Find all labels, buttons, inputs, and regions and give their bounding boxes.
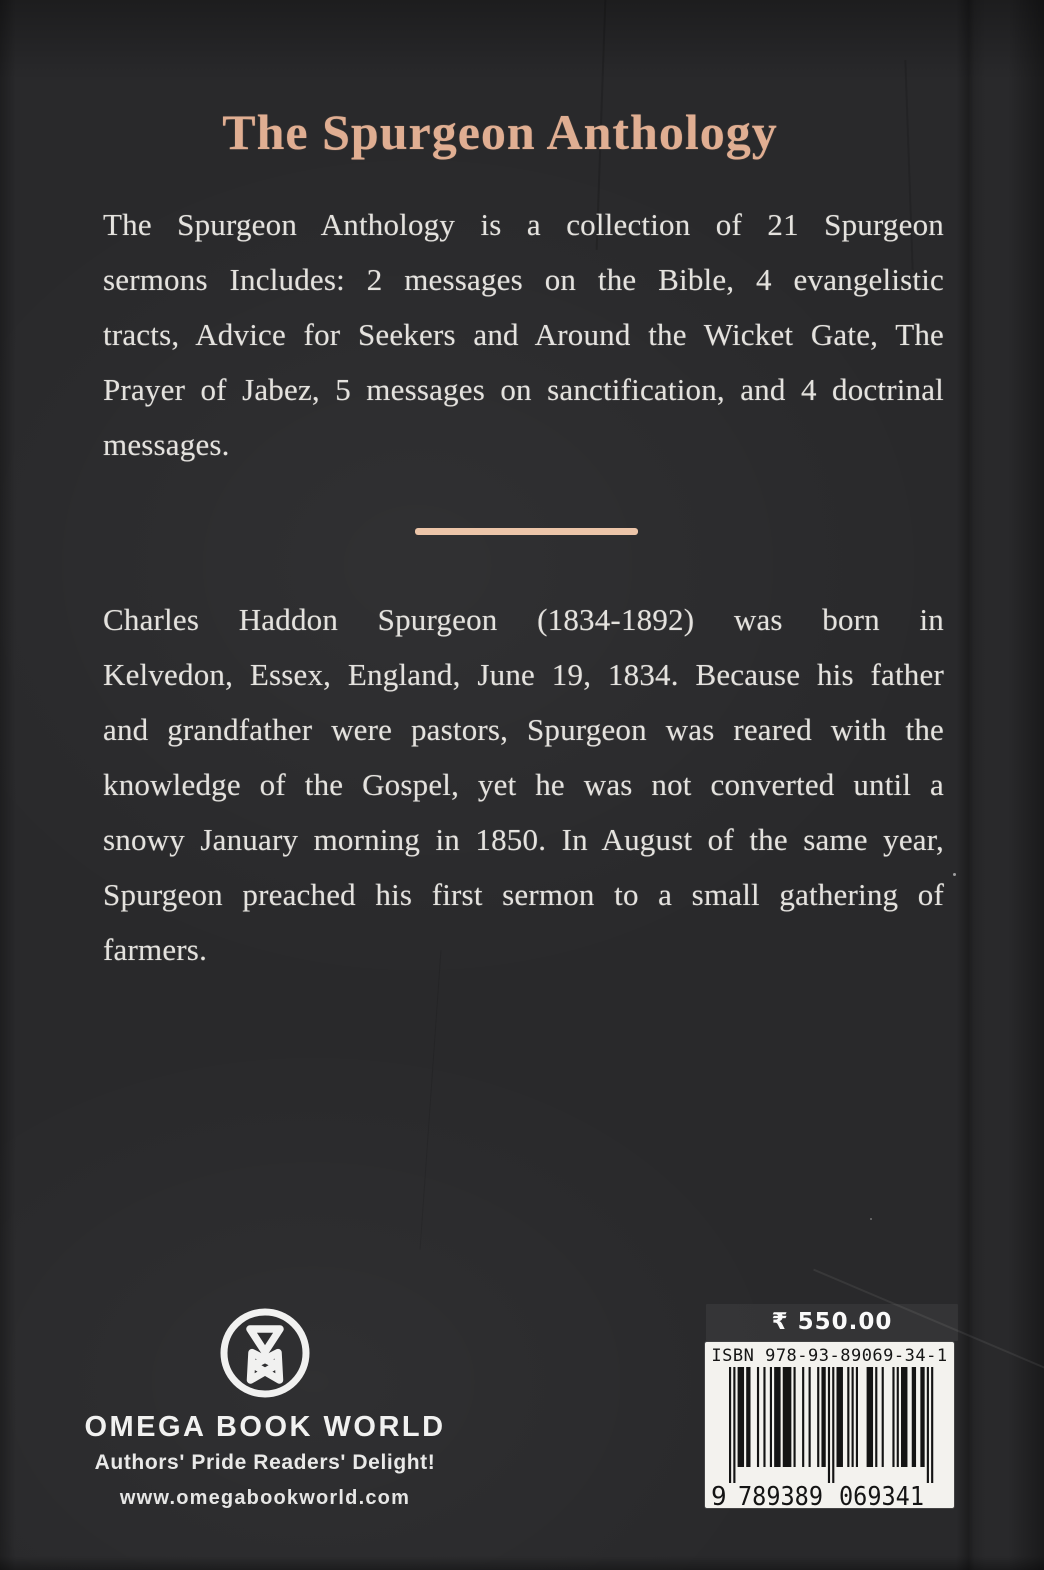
publisher-block [55, 1305, 475, 1510]
text-line: Charles Haddon Spurgeon (1834-1892) was born in [103, 602, 944, 637]
cover-hinge-groove [956, 0, 986, 1570]
synopsis-paragraph [103, 197, 944, 472]
dust-speck [953, 873, 956, 876]
isbn-text: ISBN 978-93-89069-34-1 [711, 1346, 948, 1366]
barcode-bar [746, 1367, 750, 1467]
barcode-bar [892, 1367, 894, 1467]
barcode-bar [821, 1367, 825, 1467]
barcode-bar [733, 1367, 735, 1483]
left-edge-shading [0, 0, 16, 1570]
barcode-bar [920, 1367, 924, 1467]
barcode-bar [738, 1367, 744, 1467]
barcode-panel [705, 1342, 954, 1508]
scratch-mark [420, 950, 442, 1249]
barcode-bar [757, 1367, 759, 1467]
publisher-website: www.omegabookworld.com [119, 1487, 411, 1509]
barcode-bar [809, 1367, 811, 1467]
text-line: farmers. [103, 932, 208, 967]
omega-book-world-logo-icon [217, 1305, 313, 1401]
barcode-bar [852, 1367, 854, 1467]
barcode-bar [901, 1367, 907, 1467]
barcode-bar [867, 1367, 873, 1467]
barcode-bar [832, 1367, 834, 1483]
barcode-bar [931, 1367, 933, 1483]
barcode-bar [794, 1367, 796, 1467]
text-line: tracts, Advice for Seekers and Around the Wicket Gate, The [103, 317, 944, 352]
barcode-bar [927, 1367, 929, 1483]
author-bio-paragraph [103, 592, 944, 977]
barcode-bar [763, 1367, 765, 1467]
barcode-bar [856, 1367, 858, 1467]
text-line: sermons Includes: 2 messages on the Bible, 4 evangelistic [103, 262, 944, 297]
barcode-bar [770, 1367, 772, 1467]
right-edge-shading [1008, 0, 1044, 1570]
barcode-bar [774, 1367, 780, 1467]
text-line: Prayer of Jabez, 5 messages on sanctification, and 4 doctrinal [103, 372, 944, 407]
barcode-digits-left: 789389 [738, 1482, 823, 1508]
text-line: The Spurgeon Anthology is a collection of 21 Spurgeon [103, 207, 944, 242]
barcode-bar [802, 1367, 804, 1467]
text-line: Spurgeon preached his first sermon to a small gathering of [103, 877, 944, 912]
barcode-digit-first: 9 [711, 1482, 727, 1508]
barcode-digits-right: 069341 [839, 1482, 924, 1508]
barcode-bar [828, 1367, 830, 1483]
barcode-bar [875, 1367, 877, 1467]
barcode-bar [817, 1367, 819, 1467]
barcode-bar [897, 1367, 899, 1467]
dust-speck [870, 1218, 872, 1220]
text-line: and grandfather were pastors, Spurgeon was reared with the [103, 712, 944, 747]
barcode-bar [847, 1367, 849, 1467]
text-line: knowledge of the Gospel, yet he was not converted until a [103, 767, 944, 802]
barcode-bar [837, 1367, 843, 1467]
publisher-name: OMEGA BOOK WORLD [84, 1411, 446, 1443]
bottom-edge-shading [0, 1556, 1044, 1570]
book-title: The Spurgeon Anthology [222, 104, 778, 160]
barcode-bar [882, 1367, 884, 1467]
publisher-tagline: Authors' Pride Readers' Delight! [94, 1451, 436, 1474]
text-line: snowy January morning in 1850. In August of the same year, [103, 822, 944, 857]
barcode-bar [729, 1367, 731, 1483]
text-line: Kelvedon, Essex, England, June 19, 1834. Because his father [103, 657, 944, 692]
divider-rule [415, 528, 638, 535]
barcode-bar [783, 1367, 792, 1467]
text-line: messages. [103, 427, 230, 462]
top-edge-shading [0, 0, 1044, 80]
barcode-bars [705, 1367, 954, 1508]
barcode-bar [912, 1367, 916, 1467]
price-label: ₹ 550.00 [706, 1304, 958, 1341]
